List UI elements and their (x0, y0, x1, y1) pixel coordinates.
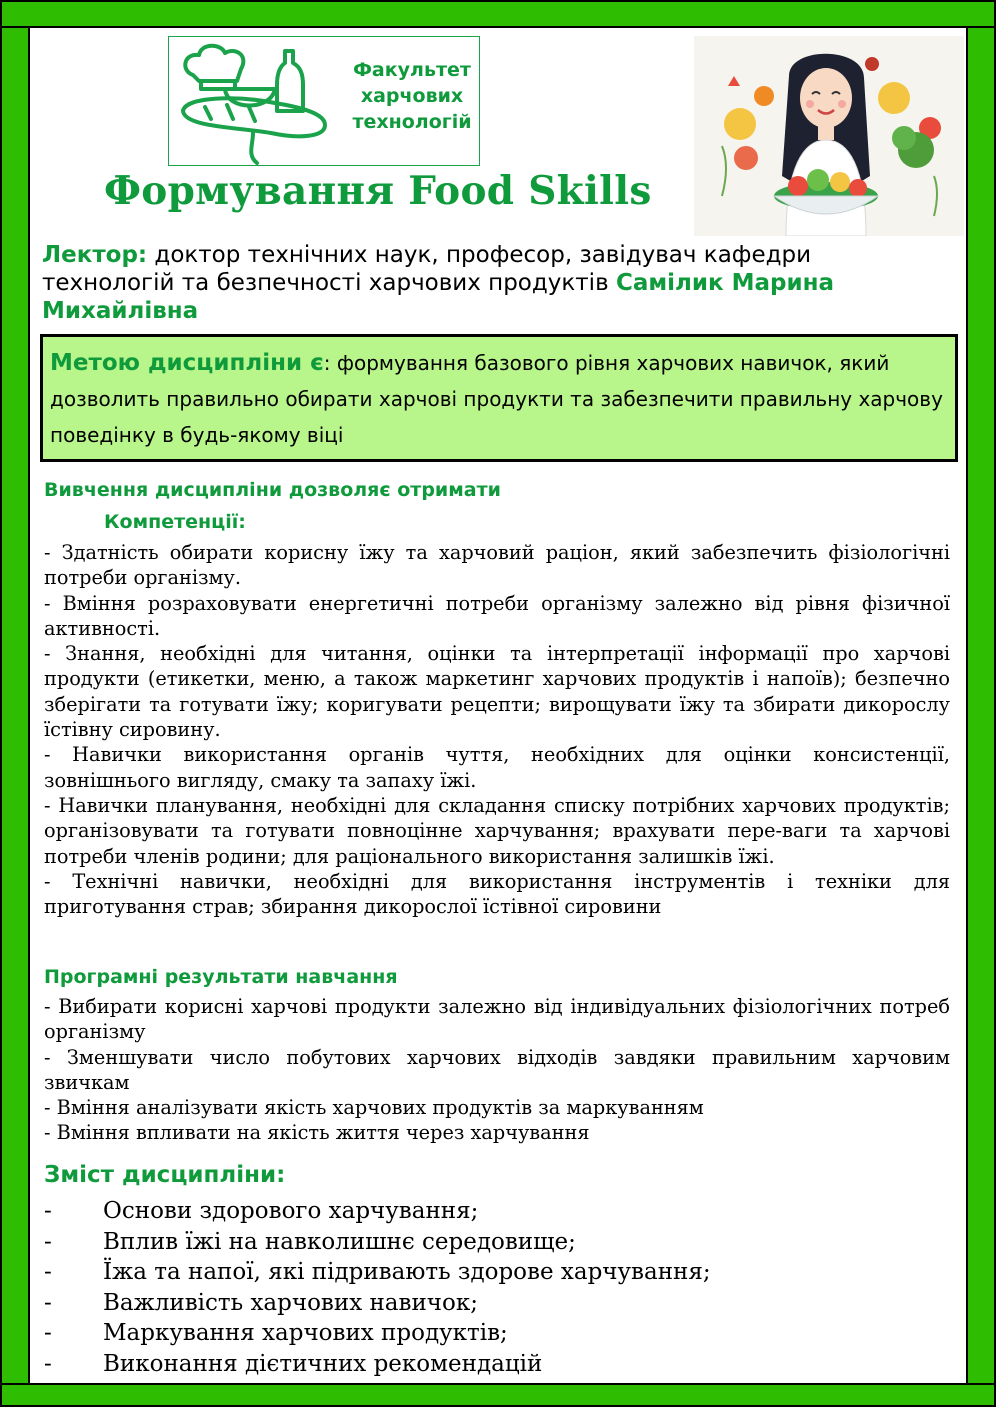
content-item-text: Вплив їжі на навколишнє середовище; (103, 1228, 576, 1255)
content-item: - Важливість харчових навичок; (44, 1288, 950, 1319)
competency-item: - Технічні навички, необхідні для використання інструментів і техніки для приготування страв; збирання дикорослої їстівної сировини (44, 869, 950, 919)
content-item-text: Важливість харчових навичок; (103, 1289, 478, 1316)
logo-line: технологій (352, 111, 472, 133)
competency-item: - Навички використання органів чуття, необхідних для оцінки консистенції, зовнішнього вигляду, смаку та запаху їжі. (44, 743, 950, 792)
goal-box (40, 334, 958, 462)
goal-text: формування базового рівня харчових навичок, який дозволить правильно обирати харчові продукти та забезпечити правильну харчову поведінку в будь-якому віці (50, 351, 943, 447)
frame-right-border (966, 0, 996, 1407)
food-logo-icon (175, 41, 345, 165)
lecturer-label: Лектор: (42, 242, 148, 268)
healthy-food-illustration (694, 36, 964, 236)
competency-item: - Знання, необхідні для читання, оцінки та інтерпретації інформації про харчові продукти (етикетки, меню, а також маркетинг харчових продуктів і напоїв); безпечно зберігати та готувати їжу; коригувати рецепти; вирощувати їжу та збирати дикорослу їстівну сировину. (44, 642, 950, 742)
content-item-text: Основи здорового харчування; (103, 1198, 479, 1224)
lecturer-name: Самілик Марина Михайлівна (42, 270, 834, 324)
course-title: Формування Food Skills (104, 168, 652, 214)
goal-colon: : (323, 351, 331, 375)
outcome-item: - Вибирати корисні харчові продукти залежно від індивідуальних фізіологічних потреб організму (44, 995, 950, 1044)
lecturer-text: доктор технічних наук, професор, завідувач кафедри технологій та безпечності харчових продуктів (42, 242, 812, 296)
faculty-logo (168, 36, 480, 166)
competencies-list (44, 540, 950, 919)
content-title: Зміст дисципліни: (44, 1162, 286, 1188)
woman-with-salad-icon (694, 36, 964, 236)
frame-left-border (0, 0, 30, 1407)
content-item: - Основи здорового харчування; (44, 1196, 950, 1227)
content-item-text: Маркування харчових продуктів; (103, 1320, 508, 1346)
content-item-text: Їжа та напої, які підривають здорове харчування; (103, 1259, 711, 1285)
outcome-item: - Вміння впливати на якість життя через харчування (44, 1121, 590, 1145)
frame-top-border (0, 0, 996, 28)
content-item: - Маркування харчових продуктів; (44, 1318, 950, 1349)
competencies-subtitle: Компетенції: (104, 511, 246, 533)
outcome-item: - Вміння аналізувати якість харчових продуктів за маркуванням (44, 1096, 704, 1120)
logo-text (347, 57, 477, 135)
content-item: - Їжа та напої, які підривають здорове харчування; (44, 1257, 950, 1288)
logo-line: Факультет (353, 59, 471, 81)
outcomes-title: Програмні результати навчання (44, 966, 398, 988)
competency-item: - Навички планування, необхідні для складання списку потрібних харчових продуктів; організовувати та готувати повноцінне харчування; врахувати пере-ваги та харчові потреби членів родини; для раціонального використання залишків їжі. (44, 793, 950, 868)
outcomes-list (44, 994, 950, 1146)
content-list (44, 1196, 950, 1379)
logo-line: харчових (360, 85, 464, 107)
competency-item: - Здатність обирати корисну їжу та харчовий раціон, який забезпечить фізіологічні потреби організму. (44, 541, 950, 590)
outcome-item: - Зменшувати число побутових харчових відходів завдяки правильним харчовим звичкам (44, 1045, 950, 1094)
study-title: Вивчення дисципліни дозволяє отримати (44, 479, 501, 501)
goal-label: Метою дисципліни є (50, 350, 324, 376)
content-item-text: Виконання дієтичних рекомендацій (103, 1350, 543, 1377)
content-item: - Виконання дієтичних рекомендацій (44, 1349, 950, 1380)
lecturer-info (42, 241, 942, 325)
competency-item: - Вміння розраховувати енергетичні потреби організму залежно від рівня фізичної активності. (44, 591, 950, 640)
content-item: - Вплив їжі на навколишнє середовище; (44, 1227, 950, 1258)
frame-bottom-border (0, 1383, 996, 1407)
